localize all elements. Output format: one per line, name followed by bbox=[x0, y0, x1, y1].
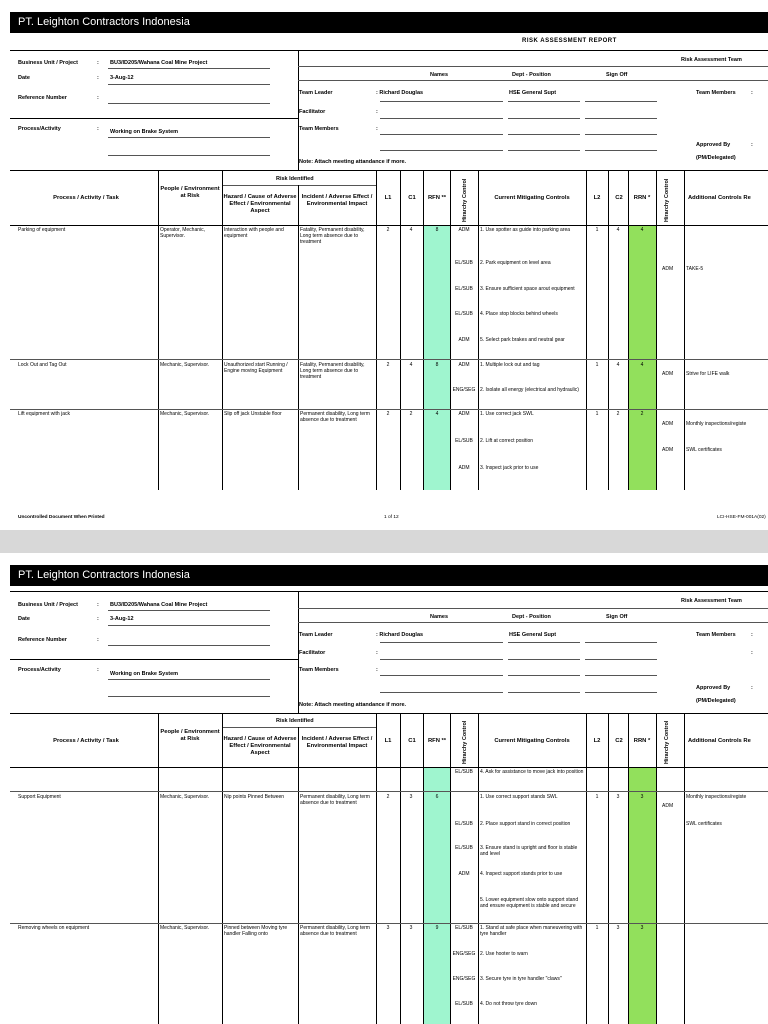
col-incident: Incident / Adverse Effect / Environmental Impact bbox=[301, 194, 373, 207]
company-banner-2: PT. Leighton Contractors Indonesia bbox=[10, 565, 768, 586]
col-l1: L1 bbox=[384, 195, 392, 201]
row3-process: Lift equipment with jack bbox=[18, 411, 70, 417]
row1-incident: Fatality, Permanent disability, Long term absence due to treatment bbox=[300, 227, 365, 245]
row1-people: Operator, Mechanic, Supervisor. bbox=[160, 227, 206, 239]
reference-number-label: Reference Number bbox=[18, 95, 67, 101]
report-title-2: RISK ASSESSMENT REPORT bbox=[522, 579, 617, 585]
team-title: Risk Assessment Team bbox=[681, 57, 742, 63]
names-header: Names bbox=[430, 72, 449, 78]
footer-right: LCI-HSE-FM-001A(02) bbox=[717, 515, 766, 520]
col-process: Process / Activity / Task bbox=[53, 195, 119, 201]
risk-identified-header: Risk Identified bbox=[276, 176, 314, 182]
dept-position-header: Dept - Position bbox=[512, 72, 551, 78]
approved-by-label: Approved By bbox=[696, 142, 731, 148]
date-value: 3-Aug-12 bbox=[110, 75, 134, 81]
col-hierarchy-2: Hirarchy Control bbox=[664, 178, 670, 222]
col-people: People / Environment at Risk bbox=[160, 186, 220, 199]
team-members-right-label: Team Members bbox=[696, 90, 736, 96]
team-leader-name: : Richard Douglas bbox=[376, 90, 424, 96]
team-members-label: Team Members bbox=[299, 126, 339, 132]
process-activity-value: Working on Brake System bbox=[110, 129, 179, 135]
col-c2: C2 bbox=[615, 195, 623, 201]
team-leader-dept: HSE General Supt bbox=[509, 90, 557, 96]
sign-off-header: Sign Off bbox=[606, 72, 628, 78]
business-unit-label: Business Unit / Project bbox=[18, 60, 78, 66]
company-banner: PT. Leighton Contractors Indonesia bbox=[10, 12, 768, 33]
col-rfn: RFN ** bbox=[427, 195, 447, 201]
page-gap bbox=[0, 530, 768, 553]
col-l2: L2 bbox=[593, 195, 601, 201]
col-current-controls: Current Mitigating Controls bbox=[494, 195, 570, 201]
p2-row2-process: Support Equipment bbox=[18, 794, 61, 800]
footer-page: 1 of 12 bbox=[384, 515, 399, 520]
row2-process: Lock Out and Tag Out bbox=[18, 362, 67, 368]
row1-process: Parking of equipment bbox=[18, 227, 66, 233]
attendance-note: Note: Attach meeting attandance if more. bbox=[299, 159, 407, 165]
facilitator-label: Facilitator bbox=[299, 109, 326, 115]
col-hazard: Hazard / Cause of Adverse Effect / Environmental Aspect bbox=[223, 194, 297, 214]
report-title: RISK ASSESSMENT REPORT bbox=[522, 38, 617, 44]
team-leader-label: Team Leader bbox=[299, 90, 333, 96]
row1-hazard: Interaction with people and equipment bbox=[224, 227, 284, 239]
business-unit-value: BU3/ID205/Wahana Coal Mine Project bbox=[110, 60, 208, 66]
col-additional: Additional Controls Re bbox=[688, 195, 751, 201]
report-page-1: PT. Leighton Contractors Indonesia RISK ASSESSMENT REPORT Business Unit / Project : BU3/ID205/Wahana Coal Mine Project Date : 3-Aug-12 Reference Number : Process/Activity : Working on Brake System Risk Assessment Team Names Dept - Position Sign Off Team Leader : Richard Douglas HSE General Supt Team Members : Facilitator : Team Members : Approved By : (PM/Delegated) Note: Attach meeting attandance if more. Risk Identified Process / Activity / Task People / Environment at Risk Hazard / Cause of Adverse Effect / Environmental Aspect Incident / Adverse Effect / Environmental Impact L1 C1 RFN ** Hirarchy Control Current Mitigating Controls L2 C2 RRN * Hirarchy Control Additional Controls Re Parking of equipment Operator, Mechanic, Supervisor. Interaction with people and equipment Fatality, Permanent disability, Long term absence due to treatment 2 4 8 ADM 1. Use spotter as guide into parking area EL/SUB 2. Park equipment on level area EL/SUB 3. Ensure sufficient space arout equipment EL/SUB 4. Place stop blocks behind wheels ADM 5. Select park brakes and neutral gear 1 4 4 ADM TAKE-5 Lock Out and Tag Out Mechanic, Supervisor. Unauthorized start Running / Engine moving Equipment Fatality, Permanent disability, Long term absence due to treatment 2 4 8 ADM 1. Multiple lock out and tag ENG/SEG 2. Isolate all energy (electrical and hydraulic) 1 4 4 ADM Strive for LIFE walk Lift equipment with jack Mechanic, Supervisor. Slip off jack Unstable floor Permanent disability, Long term absence due to treatment 2 2 4 ADM 1. Use correct jack SWL EL/SUB 2. Lift at correct position ADM 3. Inspect jack prior to use 1 2 2 ADM Monthly inspections/registe ADM SWL certificates Uncontrolled Document When Printed 1 of 12 LCI-HSE-FM-001A(02) bbox=[0, 0, 768, 530]
pm-delegated-label: (PM/Delegated) bbox=[696, 155, 736, 161]
col-hierarchy: Hirarchy Control bbox=[462, 178, 468, 222]
p2-row3-process: Removing wheels on equipment bbox=[18, 925, 90, 931]
col-c1: C1 bbox=[408, 195, 416, 201]
footer-left: Uncontrolled Document When Printed bbox=[18, 515, 105, 520]
date-label: Date bbox=[18, 75, 30, 81]
report-page-2: PT. Leighton Contractors Indonesia RISK ASSESSMENT REPORT Business Unit / Project : BU3/ID205/Wahana Coal Mine Project Date : 3-Aug-12 Reference Number : Process/Activity : Working on Brake System Risk Assessment Team Names Dept - Position Sign Off Team Leader : Richard Douglas HSE General Supt Team Members : Facilitator : : Team Members : Approved By : (PM/Delegated) Note: Attach meeting attandance if more. Risk Identified Process / Activity / Task People / Environment at Risk Hazard / Cause of Adverse Effect / Environmental Aspect Incident / Adverse Effect / Environmental Impact L1 C1 RFN ** Hirarchy Control Current Mitigating Controls L2 C2 RRN * Hirarchy Control Additional Controls Re EL/SUB 4. Ask for assistance to move jack into position Support Equipment Mechanic, Supervisor. Nip points Pinned Between Permanent disability, Long term absence due to treatment 2 3 6 1. Use correct support stands SWL EL/SUB 2. Place support stand in correct position EL/SUB 3. Ensure stand is upright and floor is stable and level ADM 4. Inspect support stands prior to use 5. Lower equipment slow onto support stand and ensure equipment is stable and secure 1 3 3 ADM Monthly inspections/registe SWL certificates Removing wheels on equipment Mechanic, Supervisor. Pinned between Moving tyre handler Falling onto Permanent disability, Long term absence due to treatment 3 3 9 EL/SUB 1. Stand at safe place when maneuvering with tyre handler ENG/SEG 2. Use hooter to warn ENG/SEG 3. Secure tyre in tyre handler "claws" EL/SUB 4. Do not throw tyre down 1 3 3 bbox=[0, 553, 768, 1024]
process-activity-label: Process/Activity bbox=[18, 126, 61, 132]
col-rrn: RRN * bbox=[633, 195, 651, 201]
